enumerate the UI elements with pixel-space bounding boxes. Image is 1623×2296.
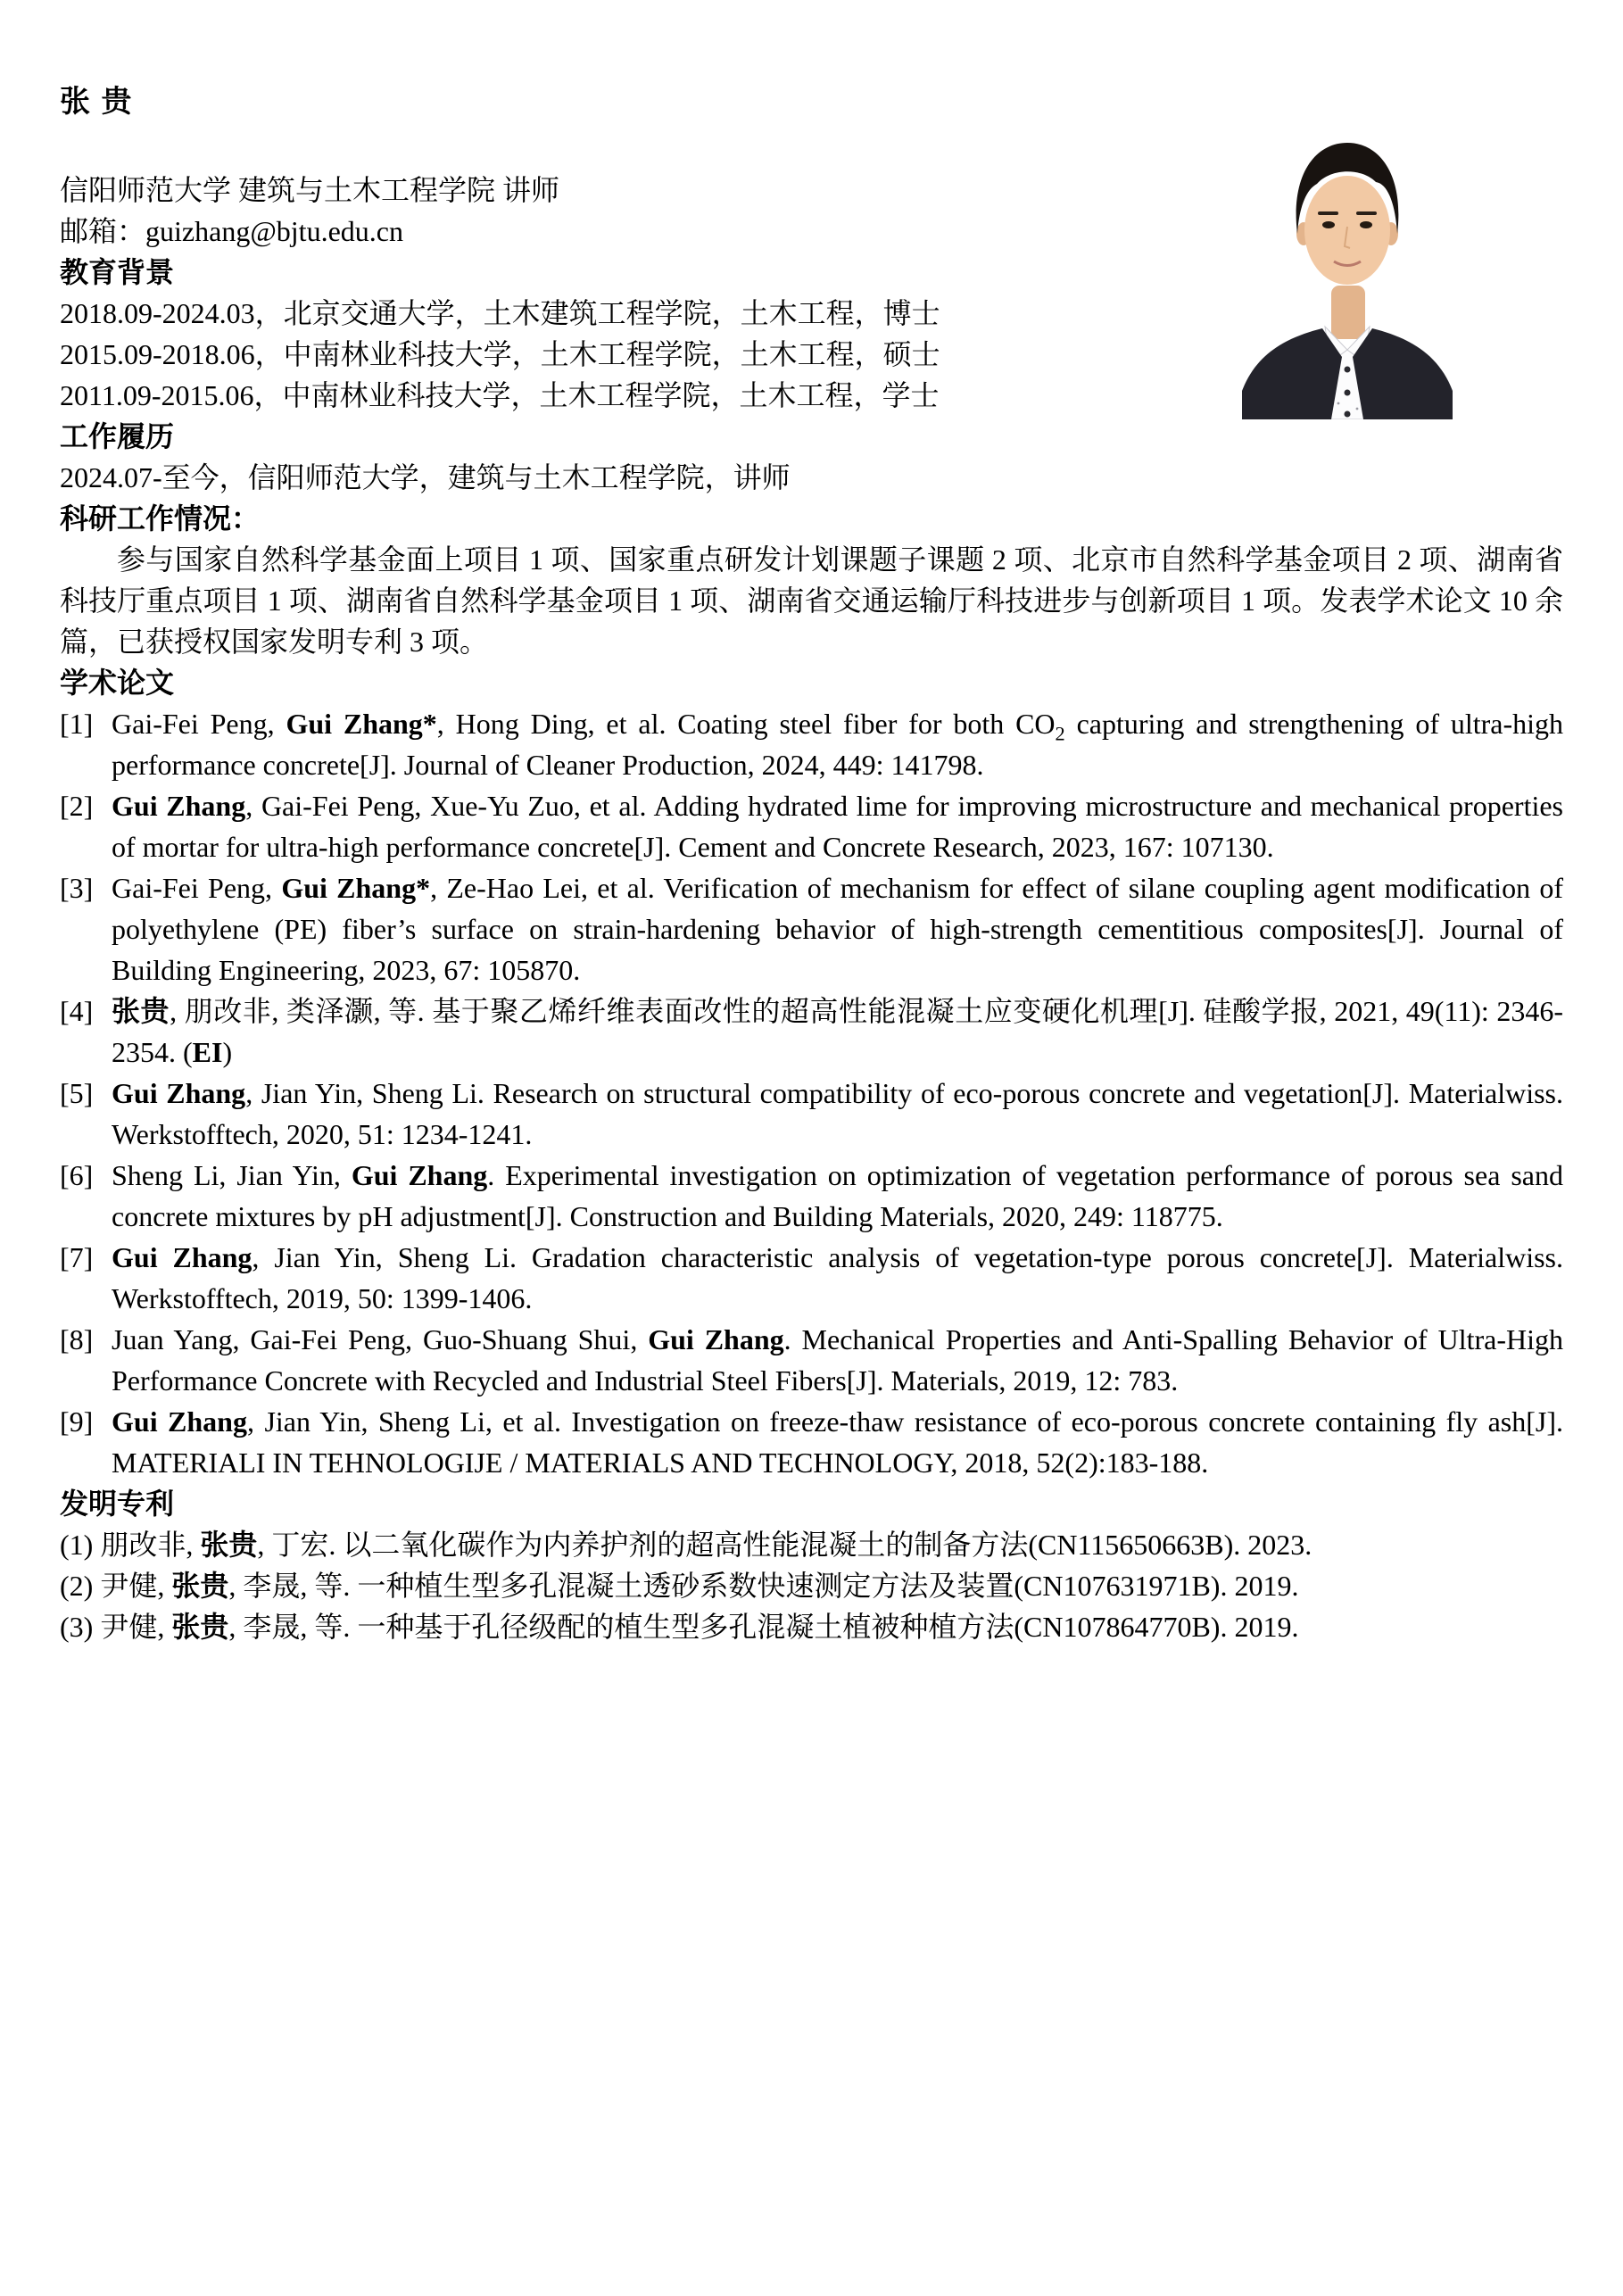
paper-citation bbox=[112, 1319, 1563, 1401]
paper-item bbox=[60, 785, 1563, 867]
citation-text: 尹健, bbox=[100, 1611, 172, 1643]
affiliation: 信阳师范大学 建筑与土木工程学院 讲师 bbox=[60, 174, 560, 206]
profile-photo bbox=[1242, 125, 1453, 419]
paper-item bbox=[60, 867, 1563, 991]
paper-marker: [5] bbox=[60, 1077, 94, 1109]
paper-citation bbox=[112, 1401, 1563, 1483]
citation-text: . Experimental investigation on optimization of vegetation performance of porous sea sand concrete mixtures by pH adjustment[J]. Construction and Building Materials, 2020, 249: 118775. bbox=[112, 1159, 1564, 1232]
citation-author-highlight: Gui Zhang bbox=[648, 1323, 784, 1355]
photo-eyebrow-left bbox=[1318, 211, 1338, 215]
paper-marker: [8] bbox=[60, 1323, 94, 1355]
citation-author-highlight: 张贵 bbox=[200, 1529, 258, 1561]
education-item: 2011.09-2015.06，中南林业科技大学，土木工程学院，土木工程，学士 bbox=[60, 379, 940, 411]
photo-eyebrow-right bbox=[1356, 211, 1377, 215]
citation-text: , Jian Yin, Sheng Li, et al. Investigation on freeze-thaw resistance of eco-porous concrete containing fly ash[J]. MATERIALI IN TEHNOLOGIJE / MATERIALS AND TECHNOLOGY, 2018, 52(2):183-188. bbox=[112, 1405, 1564, 1479]
citation-text: 朋改非, bbox=[100, 1529, 201, 1561]
photo-shirt-button bbox=[1345, 367, 1351, 373]
citation-author-highlight: Gui Zhang bbox=[112, 790, 246, 822]
photo-eye-right bbox=[1360, 221, 1372, 228]
citation-author-highlight: Gui Zhang* bbox=[286, 708, 437, 740]
paper-item bbox=[60, 1319, 1563, 1401]
paper-citation bbox=[112, 867, 1563, 991]
paper-item bbox=[60, 703, 1563, 785]
photo-shirt-dot bbox=[1337, 402, 1340, 405]
work-item: 2024.07-至今，信阳师范大学，建筑与土木工程学院，讲师 bbox=[60, 461, 791, 493]
citation-author-highlight: EI bbox=[192, 1036, 223, 1068]
citation-text: , Ze-Hao Lei, et al. Verification of mechanism for effect of silane coupling agent modification of polyethylene (PE) fiber’s surface on strain-hardening behavior of high-strength cementitious composites[J]. Journal of Building Engineering, 2023, 67: 105870. bbox=[112, 872, 1564, 986]
paper-item bbox=[60, 1073, 1563, 1155]
paper-citation bbox=[112, 703, 1563, 785]
patents-list bbox=[60, 1524, 1563, 1647]
person-name: 张 贵 bbox=[60, 86, 134, 119]
photo-shirt-dot bbox=[1356, 408, 1359, 410]
citation-author-highlight: Gui Zhang bbox=[112, 1405, 247, 1438]
paper-marker: [7] bbox=[60, 1241, 94, 1273]
citation-text: , Jian Yin, Sheng Li. Gradation characteristic analysis of vegetation-type porous concrete[J]. Materialwiss. Werkstofftech, 2019, 50: 1399-1406. bbox=[112, 1241, 1564, 1314]
patent-item bbox=[60, 1606, 1563, 1647]
citation-text: , 朋改非, 类泽灏, 等. 基于聚乙烯纤维表面改性的超高性能混凝土应变硬化机理[J]. 硅酸学报, 2021, 49(11): 2346-2354. ( bbox=[112, 995, 1563, 1068]
citation-author-highlight: Gui Zhang bbox=[112, 1241, 253, 1273]
paper-marker: [9] bbox=[60, 1405, 94, 1438]
citation-text: 2 bbox=[1055, 722, 1065, 745]
paper-item bbox=[60, 991, 1563, 1073]
citation-author-highlight: Gui Zhang* bbox=[281, 872, 431, 904]
photo-shirt-button bbox=[1345, 411, 1351, 418]
paper-citation bbox=[112, 1237, 1563, 1319]
education-item: 2018.09-2024.03，北京交通大学，土木建筑工程学院，土木工程，博士 bbox=[60, 297, 940, 329]
citation-text: , 李晟, 等. 一种植生型多孔混凝土透砂系数快速测定方法及装置(CN107631971B). 2019. bbox=[228, 1570, 1299, 1602]
patent-marker: (3) bbox=[60, 1611, 101, 1643]
email-label: 邮箱： bbox=[60, 215, 146, 247]
citation-text: , 李晟, 等. 一种基于孔径级配的植生型多孔混凝土植被种植方法(CN107864770B). 2019. bbox=[228, 1611, 1299, 1643]
citation-text: 尹健, bbox=[100, 1570, 172, 1602]
citation-text: . Mechanical Properties and Anti-Spalling Behavior of Ultra-High Performance Concrete with Recycled and Industrial Steel Fibers[J]. Materials, 2019, 12: 783. bbox=[112, 1323, 1563, 1397]
paper-item bbox=[60, 1155, 1563, 1237]
patent-marker: (2) bbox=[60, 1570, 101, 1602]
citation-author-highlight: 张贵 bbox=[112, 995, 170, 1027]
paper-citation bbox=[112, 1155, 1563, 1237]
section-research-heading: 科研工作情况： bbox=[60, 502, 261, 535]
paper-marker: [3] bbox=[60, 872, 94, 904]
paper-citation bbox=[112, 991, 1563, 1073]
citation-text: , Hong Ding, et al. Coating steel fiber for both CO bbox=[436, 708, 1056, 740]
citation-author-highlight: 张贵 bbox=[171, 1611, 229, 1643]
citation-author-highlight: Gui Zhang bbox=[112, 1077, 246, 1109]
citation-text: ) bbox=[222, 1036, 233, 1068]
patent-item bbox=[60, 1565, 1563, 1606]
citation-text: , Gai-Fei Peng, Xue-Yu Zuo, et al. Adding hydrated lime for improving microstructure and mechanical properties of mortar for ultra-high performance concrete[J]. Cement and Concrete Research, 2023, 167: 107130. bbox=[112, 790, 1564, 863]
profile-photo-graphic bbox=[1242, 125, 1453, 419]
paper-marker: [6] bbox=[60, 1159, 94, 1191]
citation-author-highlight: Gui Zhang bbox=[351, 1159, 488, 1191]
citation-text: Sheng Li, Jian Yin, bbox=[112, 1159, 352, 1191]
section-education-heading: 教育背景 bbox=[60, 256, 175, 288]
citation-text: capturing and strengthening of ultra-high performance concrete[J]. Journal of Cleaner Production, 2024, 449: 141798. bbox=[112, 708, 1564, 781]
photo-shirt-button bbox=[1345, 390, 1351, 396]
citation-text: , Jian Yin, Sheng Li. Research on structural compatibility of eco-porous concrete and vegetation[J]. Materialwiss. Werkstofftech, 2020, 51: 1234-1241. bbox=[112, 1077, 1564, 1150]
paper-item bbox=[60, 1237, 1563, 1319]
paper-citation bbox=[112, 1073, 1563, 1155]
section-papers-heading: 学术论文 bbox=[60, 667, 175, 699]
paper-marker: [1] bbox=[60, 708, 94, 740]
citation-text: , 丁宏. 以二氧化碳作为内养护剂的超高性能混凝土的制备方法(CN115650663B). 2023. bbox=[257, 1529, 1312, 1561]
photo-neck bbox=[1331, 286, 1365, 339]
citation-text: Juan Yang, Gai-Fei Peng, Guo-Shuang Shui, bbox=[112, 1323, 649, 1355]
papers-list bbox=[60, 703, 1563, 1483]
paper-item bbox=[60, 1401, 1563, 1483]
research-summary: 参与国家自然科学基金面上项目 1 项、国家重点研发计划课题子课题 2 项、北京市自然科学基金项目 2 项、湖南省科技厅重点项目 1 项、湖南省自然科学基金项目 1 项、湖南省交通运输厅科技进步与创新项目 1 项。发表学术论文 10 余篇，已获授权国家发明专利 3 项。 bbox=[60, 543, 1563, 658]
email-value: guizhang@bjtu.edu.cn bbox=[145, 215, 403, 247]
patent-marker: (1) bbox=[60, 1529, 101, 1561]
citation-text: Gai-Fei Peng, bbox=[112, 872, 282, 904]
section-patents-heading: 发明专利 bbox=[60, 1488, 175, 1520]
paper-marker: [4] bbox=[60, 995, 94, 1027]
patent-item bbox=[60, 1524, 1563, 1565]
education-item: 2015.09-2018.06，中南林业科技大学，土木工程学院，土木工程，硕士 bbox=[60, 338, 940, 370]
paper-citation bbox=[112, 785, 1563, 867]
citation-author-highlight: 张贵 bbox=[171, 1570, 229, 1602]
citation-text: Gai-Fei Peng, bbox=[112, 708, 286, 740]
section-work-heading: 工作履历 bbox=[60, 420, 175, 452]
photo-eye-left bbox=[1322, 221, 1335, 228]
paper-marker: [2] bbox=[60, 790, 94, 822]
